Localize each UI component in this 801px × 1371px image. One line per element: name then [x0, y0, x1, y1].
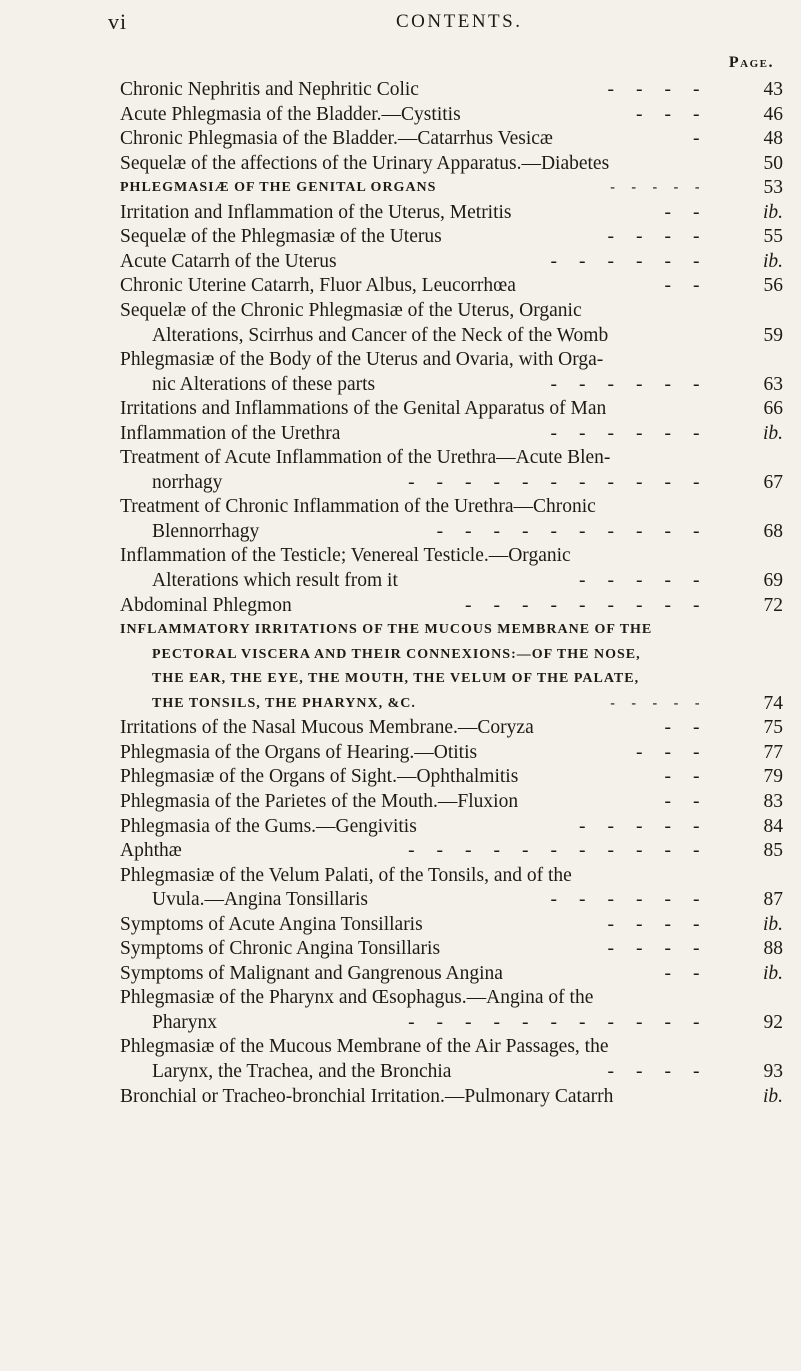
toc-entry-line — [152, 471, 752, 495]
toc-entry-line — [120, 78, 720, 102]
toc-entry-text: Aphthæ — [120, 840, 182, 862]
dot-leader: - - - — [636, 741, 700, 763]
toc-entry-line — [152, 643, 752, 667]
toc-entry-text: Acute Catarrh of the Uterus — [120, 250, 337, 272]
dot-leader: - - - - - - - - - - - — [408, 1011, 700, 1033]
dot-leader: - — [693, 128, 700, 150]
toc-entry-text: THE EAR, THE EYE, THE MOUTH, THE VELUM OF THE PALATE, — [152, 671, 640, 687]
toc-page-number: 79 — [763, 766, 783, 788]
toc-entry-text: Bronchial or Tracheo-bronchial Irritation.—Pulmonary Catarrh — [120, 1085, 614, 1107]
toc-entry-text: Irritations of the Nasal Mucous Membrane.—Coryza — [120, 717, 534, 739]
toc-entry-text: Abdominal Phlegmon — [120, 594, 292, 616]
toc-entry-text: Irritation and Inflammation of the Uterus, Metritis — [120, 201, 512, 223]
toc-page-number: 69 — [763, 570, 783, 591]
toc-entry-text: Phlegmasiæ of the Pharynx and Œsophagus.—Angina of the — [120, 987, 594, 1009]
toc-page-number: 92 — [763, 1011, 783, 1033]
dot-leader: - - - - - - — [550, 422, 700, 444]
toc-entry-line — [120, 986, 720, 1010]
toc-entry-text: Uvula.—Angina Tonsillaris — [152, 889, 369, 911]
dot-leader: - - - - - — [610, 695, 700, 711]
dot-leader: - - — [664, 201, 700, 223]
toc-entry-line — [120, 446, 720, 470]
toc-entry-line — [152, 324, 752, 348]
toc-entry-line — [120, 594, 720, 618]
dot-leader: - - — [664, 790, 700, 812]
toc-entry-text: PHLEGMASIÆ OF THE GENITAL ORGANS — [120, 180, 437, 196]
toc-entry-text: Phlegmasiæ of the Organs of Sight.—Ophthalmitis — [120, 766, 519, 788]
toc-entry-line — [120, 839, 720, 863]
toc-entry-line — [152, 692, 752, 716]
toc-entry-line — [120, 1035, 720, 1059]
dot-leader: - - - - - - - - - — [465, 594, 700, 616]
toc-entry-text: Acute Phlegmasia of the Bladder.—Cystitis — [120, 103, 461, 125]
dot-leader: - - - - - - - - - - — [436, 520, 700, 542]
toc-entry-line — [152, 569, 752, 593]
dot-leader: - - - - — [607, 1061, 700, 1082]
toc-entry-line — [120, 495, 720, 519]
page-column-heading: Page. — [728, 54, 774, 71]
toc-entry-text: Blennorrhagy — [152, 520, 260, 542]
toc-page-number: 43 — [763, 79, 783, 100]
toc-entry-line — [120, 422, 720, 446]
dot-leader: - - - - — [607, 226, 700, 248]
toc-entry-line — [120, 225, 720, 249]
toc-page-number: 67 — [763, 471, 783, 493]
toc-entry-text: Treatment of Chronic Inflammation of the Urethra—Chronic — [120, 496, 596, 518]
toc-page-number: 74 — [763, 692, 783, 714]
toc-entry-text: norrhagy — [152, 471, 223, 493]
toc-entry-text: THE TONSILS, THE PHARYNX, &C. — [152, 695, 416, 711]
toc-page-number: ib. — [762, 422, 783, 444]
toc-page-number: 84 — [763, 815, 783, 837]
toc-entry-line — [120, 815, 720, 839]
toc-entry-text: Inflammation of the Urethra — [120, 422, 341, 444]
toc-entry-line — [120, 201, 720, 225]
toc-entry-line — [120, 176, 720, 200]
page-number: vi — [108, 9, 128, 34]
dot-leader: - - - - — [607, 913, 700, 935]
toc-entry-text: Symptoms of Chronic Angina Tonsillaris — [120, 938, 441, 960]
toc-entry-line — [120, 397, 720, 421]
toc-entry-line — [152, 888, 752, 912]
toc-entry-line — [120, 618, 720, 642]
toc-entry-text: Symptoms of Malignant and Gangrenous Angina — [120, 962, 503, 984]
toc-page-number: 48 — [763, 128, 783, 150]
toc-entry-line — [120, 741, 720, 765]
toc-page-number: 68 — [763, 520, 783, 542]
running-head — [108, 9, 738, 39]
toc-entry-text: Inflammation of the Testicle; Venereal Testicle.—Organic — [120, 545, 571, 567]
toc-page-number: ib. — [762, 250, 783, 272]
toc-entry-text: INFLAMMATORY IRRITATIONS OF THE MUCOUS MEMBRANE OF THE — [120, 622, 653, 638]
toc-page-number: ib. — [762, 962, 783, 984]
toc-entry-text: PECTORAL VISCERA AND THEIR CONNEXIONS:—OF THE NOSE, — [152, 646, 641, 662]
toc-entry-line — [120, 864, 720, 888]
toc-entry-line — [152, 1060, 752, 1084]
dot-leader: - - - - - — [579, 570, 700, 591]
dot-leader: - - - - - - — [550, 250, 700, 272]
dot-leader: - - - - - — [579, 815, 700, 837]
toc-page-number: 93 — [763, 1061, 783, 1082]
toc-entry-text: Phlegmasia of the Parietes of the Mouth.—Fluxion — [120, 790, 519, 812]
dot-leader: - - - - — [607, 938, 700, 960]
toc-entry-text: Phlegmasiæ of the Body of the Uterus and Ovaria, with Orga- — [120, 349, 604, 371]
toc-entry-text: Irritations and Inflammations of the Genital Apparatus of Man — [120, 398, 607, 420]
toc-page-number: 66 — [763, 398, 783, 420]
dot-leader: - - - — [636, 103, 700, 125]
toc-page-number: 88 — [763, 938, 783, 960]
toc-page-number: 56 — [763, 275, 783, 297]
dot-leader: - - - - — [607, 79, 700, 100]
toc-entry-line — [120, 716, 720, 740]
dot-leader: - - - - - - - - - - - — [408, 471, 700, 493]
toc-entry-text: Chronic Nephritis and Nephritic Colic — [120, 79, 419, 100]
toc-entry-line — [120, 152, 720, 176]
toc-entry-line — [120, 544, 720, 568]
toc-page-number: 53 — [763, 177, 783, 199]
toc-entry-text: Sequelæ of the Phlegmasiæ of the Uterus — [120, 226, 442, 248]
toc-entry-line — [120, 765, 720, 789]
toc-page-number: 46 — [763, 103, 783, 125]
toc-entry-line — [120, 962, 720, 986]
dot-leader: - - — [664, 275, 700, 297]
toc-entry-text: Alterations, Scirrhus and Cancer of the Neck of the Womb — [152, 324, 609, 346]
toc-entry-line — [120, 937, 720, 961]
toc-entry-text: Phlegmasia of the Organs of Hearing.—Otitis — [120, 741, 478, 763]
toc-entry-text: Alterations which result from it — [152, 570, 398, 591]
toc-entry-text: Chronic Uterine Catarrh, Fluor Albus, Leucorrhœa — [120, 275, 516, 297]
toc-entry-text: Phlegmasiæ of the Mucous Membrane of the Air Passages, the — [120, 1036, 609, 1058]
toc-page-number: 75 — [763, 717, 783, 739]
toc-entry-text: Phlegmasia of the Gums.—Gengivitis — [120, 815, 417, 837]
dot-leader: - - - - - - — [550, 373, 700, 395]
toc-entry-line — [120, 274, 720, 298]
toc-entry-text: Larynx, the Trachea, and the Bronchia — [152, 1061, 452, 1082]
toc-page-number: 77 — [763, 741, 783, 763]
toc-entry-line — [152, 520, 752, 544]
dot-leader: - - — [664, 717, 700, 739]
toc-entry-line — [152, 1011, 752, 1035]
toc-entry-line — [120, 250, 720, 274]
running-title: CONTENTS. — [396, 11, 523, 32]
toc-entry-text: Phlegmasiæ of the Velum Palati, of the Tonsils, and of the — [120, 864, 572, 886]
toc-entry-text: Sequelæ of the affections of the Urinary Apparatus.—Diabetes — [120, 152, 610, 174]
toc-page-number: 87 — [763, 889, 783, 911]
dot-leader: - - - - - - - - - - - — [408, 840, 700, 862]
toc-entry-text: nic Alterations of these parts — [152, 373, 376, 395]
toc-page-number: 85 — [763, 840, 783, 862]
toc-page-number: ib. — [762, 1085, 783, 1107]
toc-page-number: 59 — [763, 324, 783, 346]
toc-page-number: ib. — [762, 913, 783, 935]
toc-entry-line — [120, 790, 720, 814]
toc-entry-line — [120, 103, 720, 127]
dot-leader: - - — [664, 962, 700, 984]
toc-entry-line — [120, 299, 720, 323]
toc-entry-line — [120, 348, 720, 372]
toc-entry-line — [152, 667, 752, 691]
toc-entry-text: Pharynx — [152, 1011, 217, 1033]
toc-page-number: 72 — [763, 594, 783, 616]
toc-page-number: 63 — [763, 373, 783, 395]
dot-leader: - - - - - - — [550, 889, 700, 911]
toc-entry-line — [120, 913, 720, 937]
toc-entry-text: Treatment of Acute Inflammation of the Urethra—Acute Blen- — [120, 447, 611, 469]
toc-entry-text: Symptoms of Acute Angina Tonsillaris — [120, 913, 423, 935]
toc-entry-line — [120, 1085, 720, 1109]
toc-entry-line — [152, 373, 752, 397]
dot-leader: - - — [664, 766, 700, 788]
toc-entry-text: Chronic Phlegmasia of the Bladder.—Catarrhus Vesicæ — [120, 128, 553, 150]
toc-page-number: ib. — [762, 201, 783, 223]
toc-page-number: 50 — [763, 152, 783, 174]
toc-entry-line — [120, 127, 720, 151]
toc-page-number: 55 — [763, 226, 783, 248]
toc-page-number: 83 — [763, 790, 783, 812]
toc-entry-text: Sequelæ of the Chronic Phlegmasiæ of the Uterus, Organic — [120, 299, 582, 321]
dot-leader: - - - - - — [610, 180, 700, 196]
